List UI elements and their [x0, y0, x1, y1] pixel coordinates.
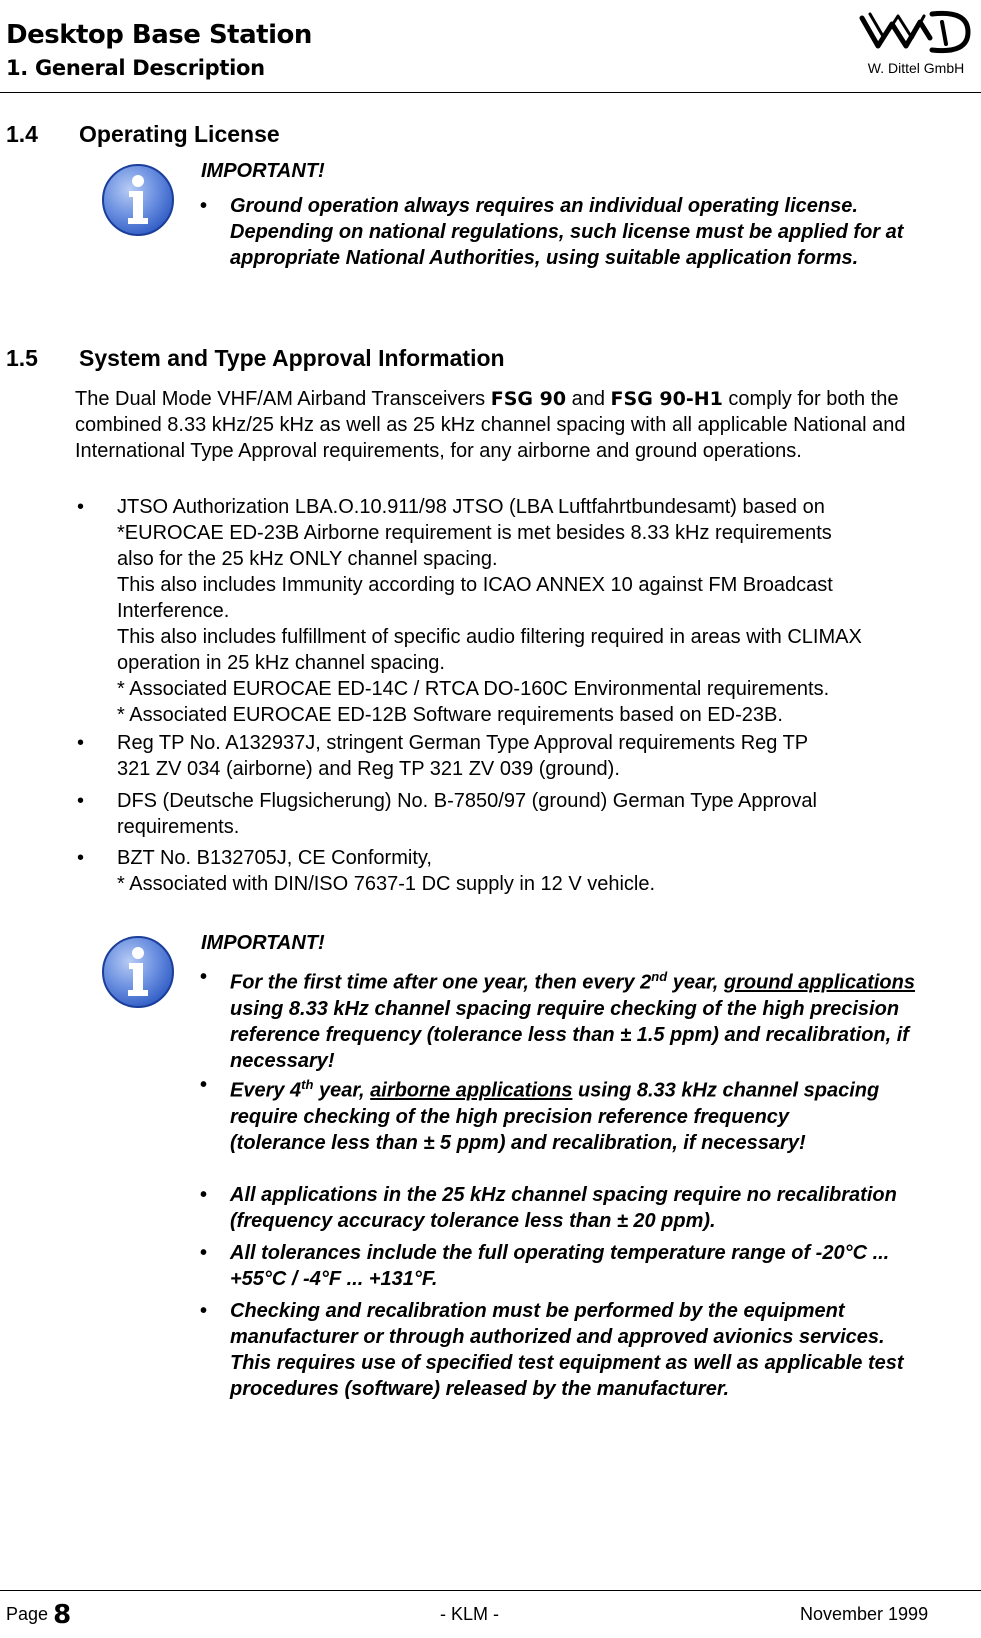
- important-bullet: • All tolerances include the full operating temperature range of -20°C ... +55°C / -4°F ... +131°F.: [200, 1242, 890, 1290]
- document-title: Desktop Base Station: [6, 20, 312, 50]
- chapter-title: 1. General Description: [6, 56, 265, 80]
- info-icon: [100, 162, 176, 238]
- section-title: Operating License: [79, 121, 280, 147]
- header-divider: [0, 92, 981, 93]
- section-title: System and Type Approval Information: [79, 345, 505, 371]
- footer-center-text: - KLM -: [440, 1604, 500, 1624]
- section-number: 1.5: [6, 345, 38, 371]
- page-number: Page 8: [6, 1600, 72, 1630]
- important-bullet: • Every 4th year, airborne applications using 8.33 kHz channel spacing require checking of the high precision reference frequency (tolerance less than ± 5 ppm) and recalibration, if necessary!: [200, 1074, 880, 1154]
- important-bullet: • Ground operation always requires an individual operating license. Depending on national regulations, such license must be applied for at appropriate National Authorities, using suitable application forms.: [200, 195, 904, 269]
- approval-bullet: • Reg TP No. A132937J, stringent German Type Approval requirements Reg TP 321 ZV 034 (airborne) and Reg TP 321 ZV 039 (ground).: [77, 732, 809, 780]
- important-bullet: • For the first time after one year, then every 2nd year, ground applications using 8.33 kHz channel spacing require checking of the high precision reference frequency (tolerance less than ± 1.5 ppm) and recalibration, if necessary!: [200, 966, 915, 1072]
- important-bullet: • All applications in the 25 kHz channel spacing require no recalibration (frequency accuracy tolerance less than ± 20 ppm).: [200, 1184, 897, 1232]
- intro-paragraph: The Dual Mode VHF/AM Airband Transceivers FSG 90 and FSG 90-H1 comply for both the combined 8.33 kHz/25 kHz as well as 25 kHz channel spacing with all applicable National and International Type Approval requirements, for any airborne and ground operations.: [75, 388, 906, 462]
- approval-bullet: • BZT No. B132705J, CE Conformity, * Associated with DIN/ISO 7637-1 DC supply in 12 V vehicle.: [77, 847, 656, 895]
- footer-divider: [0, 1590, 981, 1591]
- footer-date: November 1999: [800, 1604, 929, 1624]
- section-number: 1.4: [6, 121, 38, 147]
- important-label: IMPORTANT!: [201, 932, 325, 954]
- important-bullet: • Checking and recalibration must be performed by the equipment manufacturer or through authorized and approved avionics services. This requires use of specified test equipment as well as applicable test procedures (software) released by the manufacturer.: [200, 1300, 904, 1400]
- company-name: W. Dittel GmbH: [867, 60, 965, 76]
- important-label: IMPORTANT!: [201, 160, 325, 182]
- info-icon: [100, 934, 176, 1010]
- product-name: FSG 90: [490, 388, 567, 410]
- approval-bullet: • DFS (Deutsche Flugsicherung) No. B-7850/97 (ground) German Type Approval requirements.: [77, 790, 817, 838]
- approval-bullet: • JTSO Authorization LBA.O.10.911/98 JTSO (LBA Luftfahrtbundesamt) based on *EUROCAE ED-23B Airborne requirement is met besides 8.33 kHz requirements also for the 25 kHz ONLY channel spacing. This also includes Immunity according to ICAO ANNEX 10 against FM Broadcast Interference. This also includes fulfillment of specific audio filtering required in areas with CLIMAX operation in 25 kHz channel spacing. * Associated EUROCAE ED-14C / RTCA DO-160C Environmental requirements. * Associated EUROCAE ED-12B Software requirements based on ED-23B.: [77, 496, 862, 726]
- product-name: FSG 90-H1: [610, 388, 723, 410]
